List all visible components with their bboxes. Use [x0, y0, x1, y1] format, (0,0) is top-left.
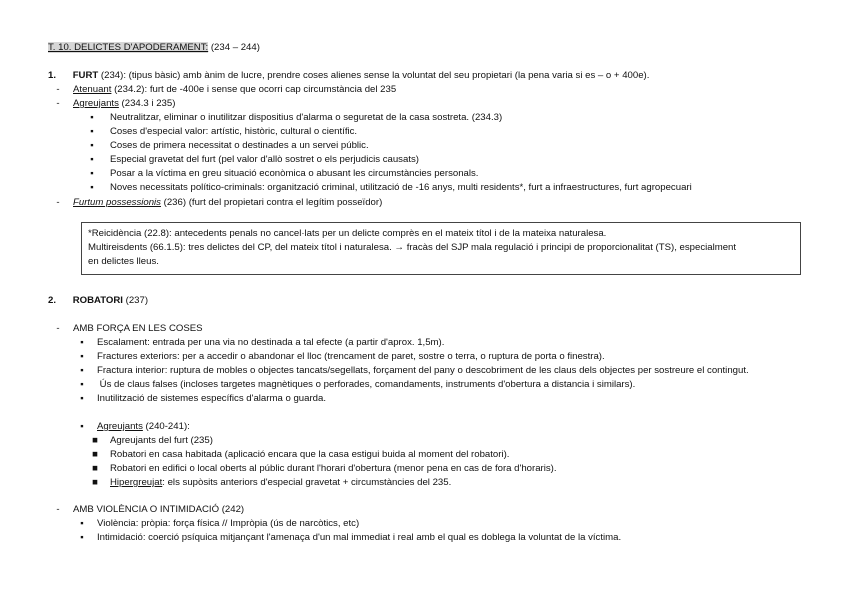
- page-title: [48, 42, 260, 54]
- hipergreujat-line: [110, 477, 451, 489]
- bullet-marker: ▪: [80, 532, 84, 543]
- list-item: Agreujants del furt (235): [110, 435, 213, 446]
- hipergreujat-label: Hipergreujat: [110, 477, 163, 488]
- dash-marker: -: [56, 197, 60, 208]
- list-item: Coses d'especial valor: artístic, històric, cultural o científic.: [110, 126, 358, 137]
- square-bullet-marker: ■: [92, 463, 98, 474]
- bullet-marker: ▪: [80, 337, 84, 348]
- agreujants-text: (240-241):: [142, 421, 190, 432]
- title-range: (234 – 244): [208, 42, 260, 53]
- list-item: Violència: pròpia: força física // Impròpia (ús de narcòtics, etc): [97, 518, 360, 529]
- square-bullet-marker: ■: [92, 477, 98, 488]
- list-item: Fractures exteriors: per a accedir o abandonar el lloc (trencament de paret, sostre o terra, o ruptura de porta o finestra).: [97, 351, 605, 362]
- agreujants-line: [73, 98, 175, 110]
- violencia-code: (242): [219, 504, 245, 515]
- section-robatori-heading: [48, 295, 148, 307]
- note-line: Multireisdents (66.1.5): tres delictes del CP, del mateix títol i naturalesa. → fracàs del SJP mala regulació i principi de proporcionalitat (TS), especialment: [88, 242, 737, 253]
- list-item: Especial gravetat del furt (pel valor d'allò sostret o els perjudicis causats): [110, 154, 419, 165]
- bullet-marker: ▪: [90, 140, 94, 151]
- bullet-marker: ▪: [80, 421, 84, 432]
- bullet-marker: ▪: [80, 393, 84, 404]
- section-title: ROBATORI: [72, 295, 123, 306]
- forca-heading: AMB FORÇA EN LES COSES: [73, 323, 203, 334]
- list-item: Intimidació: coerció psíquica mitjançant l'amenaça d'un mal immediat i real amb el qual es doblega la voluntat de la víctima.: [97, 532, 622, 543]
- violencia-title: AMB VIOLÈNCIA O INTIMIDACIÓ: [73, 504, 220, 515]
- list-item: Coses de primera necessitat o destinades a un servei públic.: [110, 140, 369, 151]
- title-label: T. 10. DELICTES D'APODERAMENT:: [48, 42, 209, 53]
- dash-marker: -: [56, 504, 60, 515]
- dash-marker: -: [56, 84, 60, 95]
- bullet-marker: ▪: [80, 365, 84, 376]
- hipergreujat-text: : els supòsits anteriors d'especial gravetat + circumstàncies del 235.: [162, 477, 452, 488]
- agreujants-label: Agreujants: [73, 98, 119, 109]
- list-item: Neutralitzar, eliminar o inutilitzar dispositius d'alarma o seguretat de la casa sostreta. (234.3): [110, 112, 503, 123]
- section-number: 2.: [48, 295, 57, 306]
- section-number: 1.: [48, 70, 57, 81]
- section-intro: (234): (tipus bàsic) amb ànim de lucre, prendre coses alienes sense la voluntat del seu propietari (la pena varia si es – o + 400e).: [98, 70, 650, 81]
- agreujants-text: (234.3 i 235): [118, 98, 176, 109]
- dash-marker: -: [56, 323, 60, 334]
- list-item: Fractura interior: ruptura de mobles o objectes tancats/segellats, forçament del pany o descobriment de les claus dels objectes per sostreure el contingut.: [97, 365, 749, 376]
- list-item: Robatori en edifici o local oberts al públic durant l'horari d'obertura (menor pena en cas de fora d'horaris).: [110, 463, 557, 474]
- list-item: Posar a la víctima en greu situació econòmica o abusant les circumstàncies personals.: [110, 168, 479, 179]
- bullet-marker: ▪: [80, 518, 84, 529]
- atenuant-line: [73, 84, 396, 96]
- bullet-marker: ▪: [90, 154, 94, 165]
- atenuant-text: (234.2): furt de -400e i sense que ocorri cap circumstància del 235: [111, 84, 397, 95]
- list-item: Robatori en casa habitada (aplicació encara que la casa estigui buida al moment del robatori).: [110, 449, 510, 460]
- agreujants-label: Agreujants: [97, 421, 143, 432]
- violencia-heading: [73, 504, 244, 516]
- note-line: en delictes lleus.: [88, 256, 159, 267]
- section-intro: (237): [122, 295, 149, 306]
- bullet-marker: ▪: [90, 182, 94, 193]
- furtum-label: Furtum possessionis: [73, 197, 161, 208]
- dash-marker: -: [56, 98, 60, 109]
- note-line: *Reicidència (22.8): antecedents penals no cancel·lats per un delicte comprès en el mateix títol i de la mateixa naturalesa.: [88, 228, 607, 239]
- bullet-marker: ▪: [80, 351, 84, 362]
- section-furt-heading: [48, 70, 649, 82]
- section-title: FURT: [72, 70, 99, 81]
- bullet-marker: ▪: [90, 126, 94, 137]
- furtum-line: [73, 197, 382, 209]
- bullet-marker: ▪: [90, 112, 94, 123]
- list-item: Ús de claus falses (incloses targetes magnètiques o perforades, comandaments, instruments d'obertura a distancia i similars).: [97, 379, 636, 390]
- bullet-marker: ▪: [90, 168, 94, 179]
- bullet-marker: ▪: [80, 379, 84, 390]
- furtum-text: (236) (furt del propietari contra el legítim posseïdor): [160, 197, 383, 208]
- square-bullet-marker: ■: [92, 435, 98, 446]
- list-item: Inutilització de sistemes específics d'alarma o guarda.: [97, 393, 326, 404]
- list-item: Escalament: entrada per una via no destinada a tal efecte (a partir d'aprox. 1,5m).: [97, 337, 445, 348]
- atenuant-label: Atenuant: [73, 84, 112, 95]
- list-item: Noves necessitats político-criminals: organització criminal, utilització de -16 anys, multi residents*, furt a infraestructures, furt agropecuari: [110, 182, 692, 193]
- square-bullet-marker: ■: [92, 449, 98, 460]
- agreujants-robatori-line: [97, 421, 190, 433]
